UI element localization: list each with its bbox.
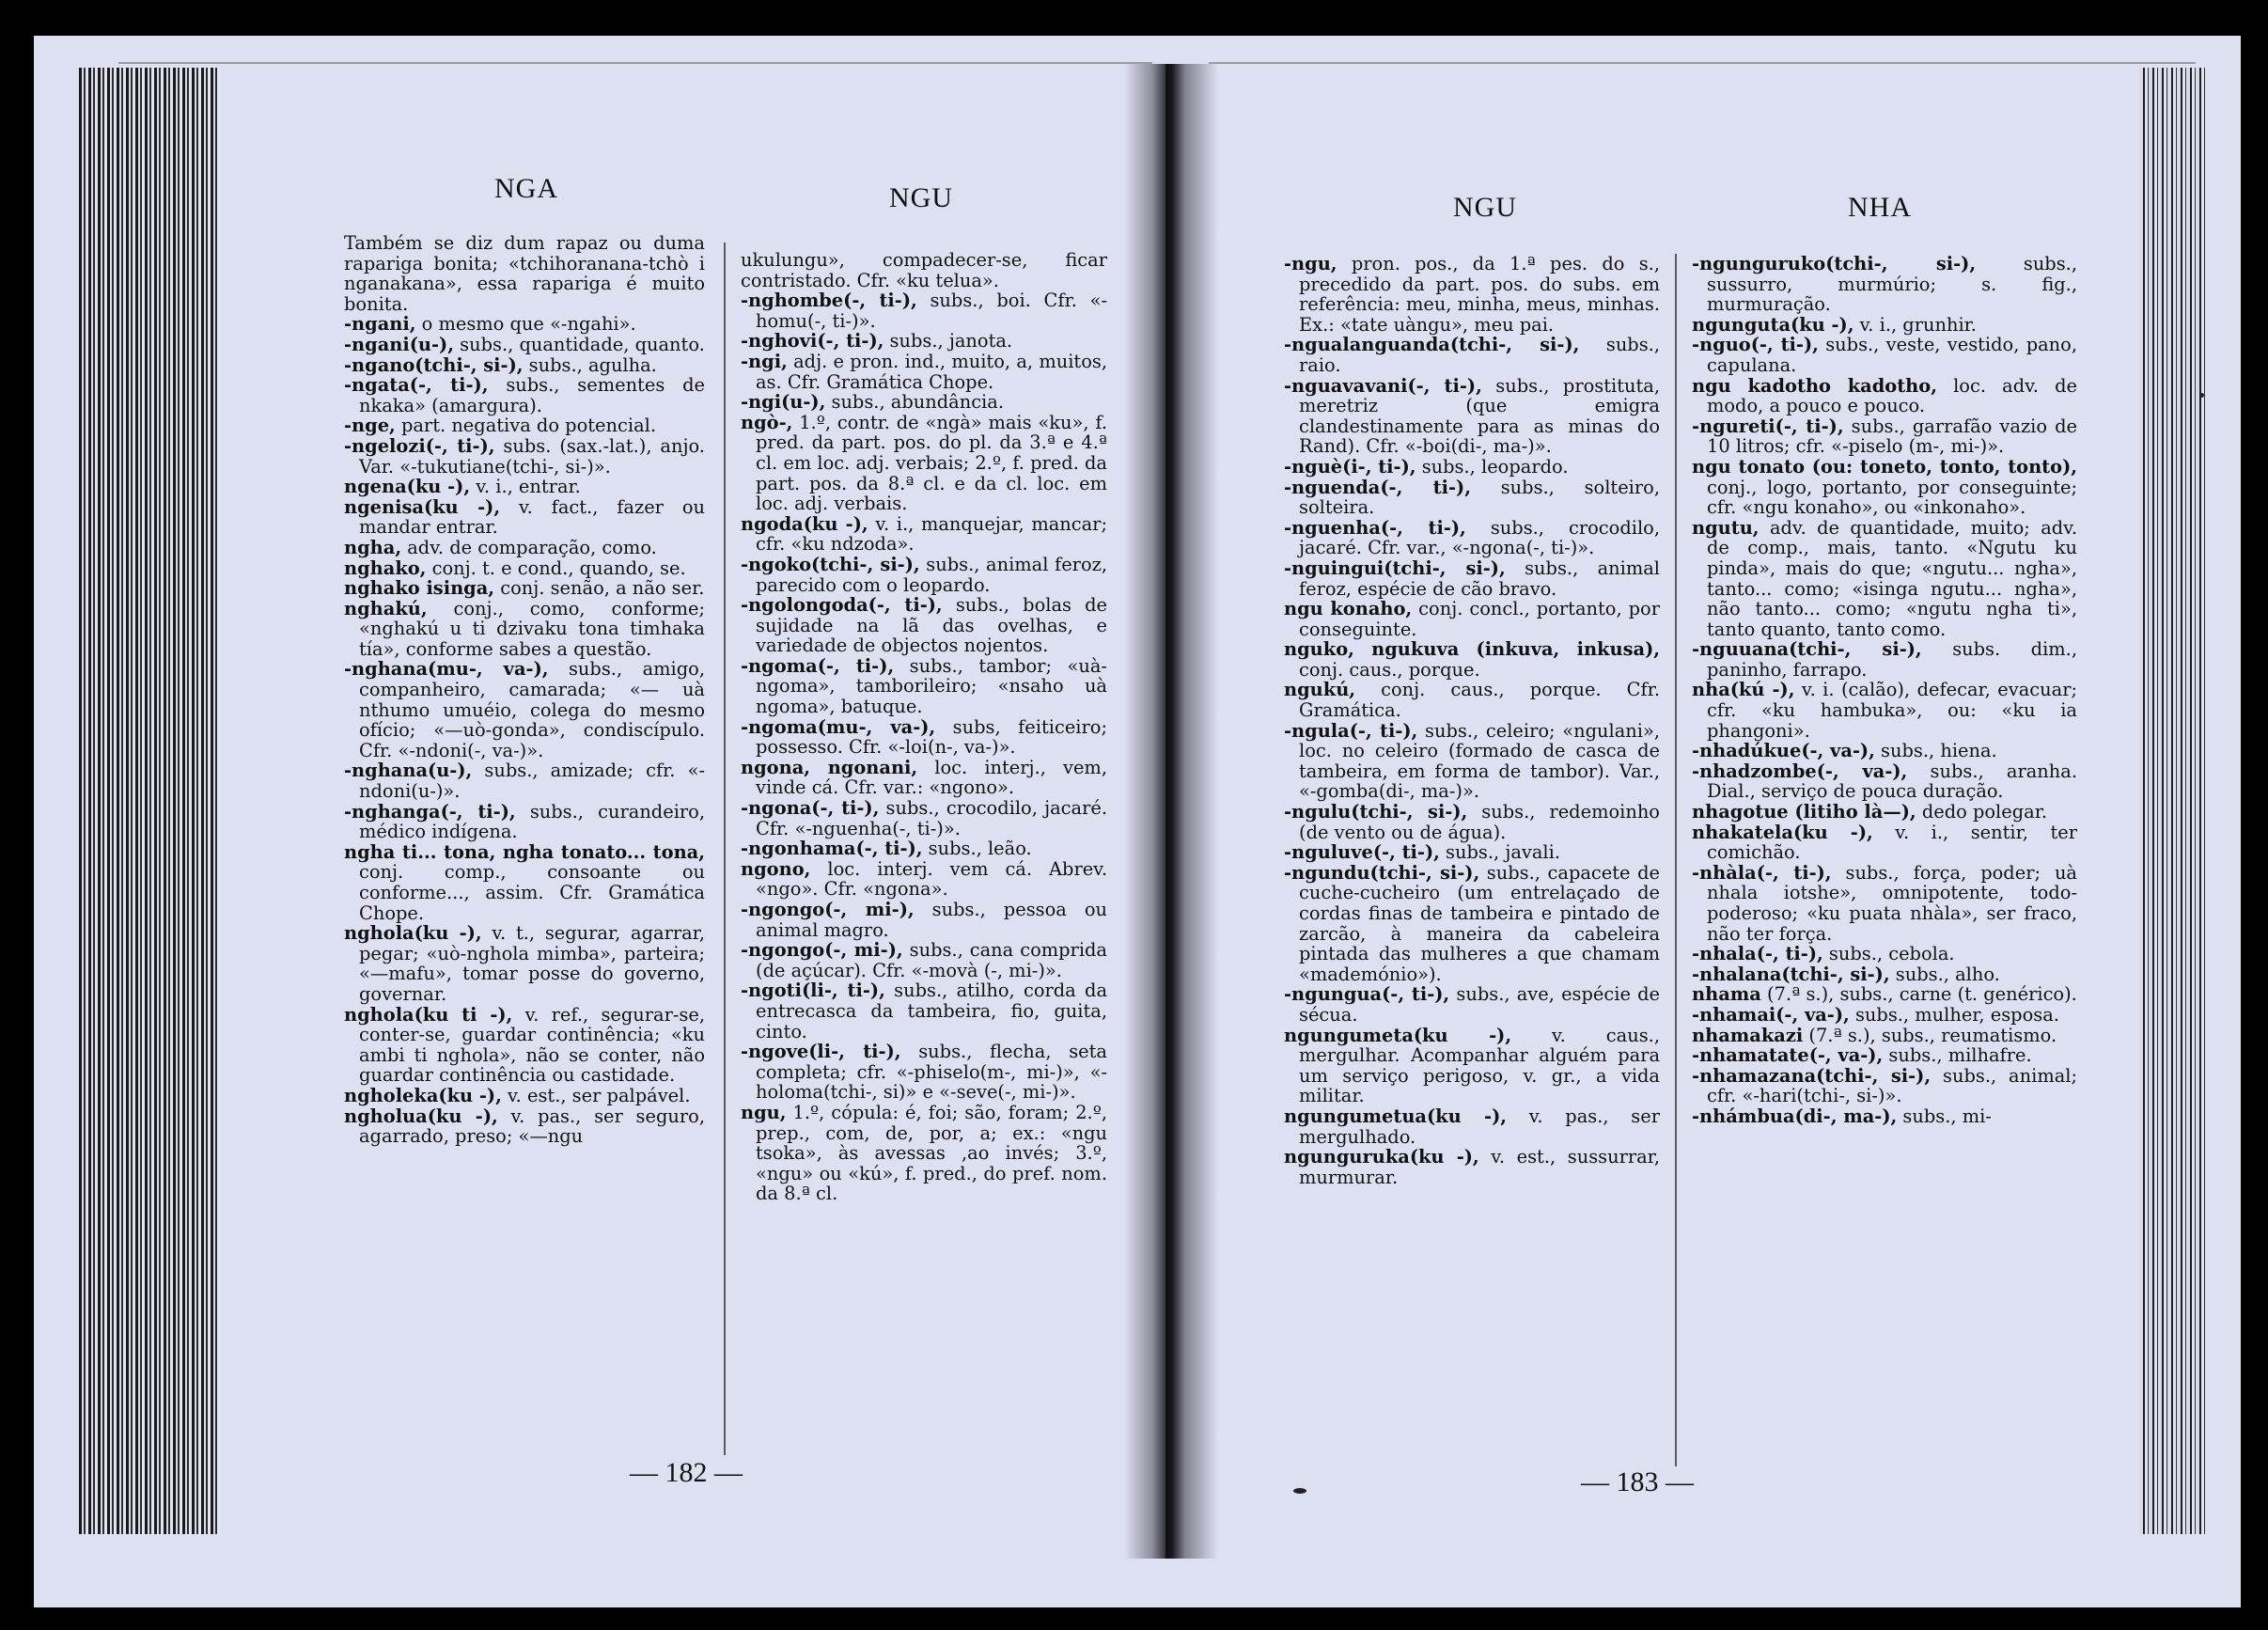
entry-headword: -nguuana(tchi-, si-), bbox=[1692, 638, 1922, 661]
dictionary-entry bbox=[1692, 1005, 2077, 1026]
entry-definition: conj. caus., porque. Cfr. Gramática. bbox=[1299, 679, 1660, 722]
dictionary-entry bbox=[1692, 416, 2077, 457]
entry-definition: subs., cana comprida (de açúcar). Cfr. «-movà (-, mi-)». bbox=[756, 939, 1107, 981]
entry-definition: loc. interj. vem cá. Abrev. «ngo». Cfr. «ngona». bbox=[756, 857, 1107, 901]
entry-definition: subs., alho. bbox=[1889, 963, 2000, 985]
entry-headword: ngholua(ku -), bbox=[344, 1105, 498, 1127]
dictionary-entry bbox=[1692, 680, 2077, 741]
entry-definition: conj. comp., consoante ou conforme..., assim. Cfr. Gramática Chope. bbox=[359, 861, 705, 924]
entry-headword: nghola(ku ti -), bbox=[344, 1003, 513, 1026]
dictionary-entry bbox=[344, 497, 705, 538]
entry-definition: v. est., sussurrar, murmurar. bbox=[1299, 1146, 1660, 1188]
entry-definition: loc. adv. de modo, a pouco e pouco. bbox=[1707, 374, 2077, 417]
entry-headword: ngha ti... tona, ngha tonato... tona, bbox=[344, 840, 705, 863]
entry-headword: -ngongo(-, mi-), bbox=[741, 939, 903, 962]
dictionary-entry bbox=[1692, 964, 2077, 985]
dictionary-entry bbox=[1284, 335, 1660, 375]
dictionary-entry bbox=[1692, 1066, 2077, 1106]
dictionary-entry bbox=[1284, 518, 1660, 558]
dictionary-entry bbox=[344, 314, 705, 335]
entry-headword: -ngolongoda(-, ti-), bbox=[741, 594, 943, 617]
entry-definition: v. i., grunhir. bbox=[1854, 313, 1977, 336]
entry-definition: adj. e pron. ind., muito, a, muitos, as. Cfr. Gramática Chope. bbox=[756, 350, 1107, 393]
entry-headword: ngukú, bbox=[1284, 679, 1356, 701]
entry-headword: ngu kadotho kadotho, bbox=[1692, 374, 1937, 397]
entry-definition: subs., abundância. bbox=[825, 391, 1004, 414]
gutter-line bbox=[1165, 64, 1169, 1559]
entry-definition: subs., raio. bbox=[1299, 334, 1660, 376]
entry-definition: conj. t. e cond., quando, se. bbox=[426, 556, 686, 579]
entry-headword: -ngoma(mu-, va-), bbox=[741, 715, 936, 738]
dictionary-entry bbox=[1692, 802, 2077, 823]
dictionary-entry bbox=[344, 842, 705, 923]
entry-headword: ngò-, bbox=[741, 411, 793, 433]
entry-headword: ngungumetua(ku -), bbox=[1284, 1105, 1507, 1127]
entry-headword: -ngani(u-), bbox=[344, 333, 454, 355]
dictionary-entry bbox=[1692, 984, 2077, 1005]
dictionary-entry bbox=[1692, 863, 2077, 944]
entry-headword: -nghovi(-, ti-), bbox=[741, 330, 884, 353]
entry-headword: ngu konaho, bbox=[1284, 598, 1413, 620]
entry-definition: subs., garrafão vazio de 10 litros; cfr. «-piselo (m-, mi-)». bbox=[1707, 415, 2077, 458]
dictionary-entry bbox=[741, 250, 1107, 290]
entry-headword: nghako isinga, bbox=[344, 577, 495, 600]
dictionary-entry bbox=[741, 758, 1107, 798]
dictionary-entry bbox=[1284, 478, 1660, 518]
entry-headword: -nhámbua(di-, ma-), bbox=[1692, 1105, 1898, 1127]
entry-definition: subs., veste, vestido, pano, capulana. bbox=[1707, 334, 2077, 376]
entry-headword: -nhala(-, ti-), bbox=[1692, 943, 1823, 965]
entry-definition: v. est., ser palpável. bbox=[501, 1084, 691, 1106]
dictionary-entry bbox=[1284, 639, 1660, 680]
dictionary-entry bbox=[1692, 1045, 2077, 1066]
dictionary-entry bbox=[741, 352, 1107, 392]
entry-definition: subs., boi. Cfr. «-homu(-, ti-)». bbox=[756, 290, 1108, 332]
dictionary-entry bbox=[1284, 863, 1660, 985]
running-head-right-1: NGU bbox=[1453, 192, 1517, 223]
dictionary-entry bbox=[1284, 984, 1660, 1025]
entry-definition: loc. interj., vem, vinde cá. Cfr. var.: «ngono». bbox=[756, 756, 1107, 799]
entry-headword: -nghana(u-), bbox=[344, 760, 473, 782]
entry-definition: subs., crocodilo, jacaré. Cfr. «-nguenha(-, ti-)». bbox=[756, 797, 1107, 839]
column-divider bbox=[724, 243, 726, 1455]
entry-definition: v. fact., fazer ou mandar entrar. bbox=[359, 495, 705, 539]
entry-headword: -nguenha(-, ti-), bbox=[1284, 516, 1466, 539]
entry-definition: subs., força, poder; uà nhala iotshe», omnipotente, todo-poderoso; «ku puata nhàla», ser fraco, não ter força. bbox=[1707, 861, 2077, 945]
left-page-column-2 bbox=[741, 250, 1107, 1204]
top-shadow-left bbox=[118, 62, 1152, 64]
entry-definition: subs., leão. bbox=[922, 838, 1032, 860]
entry-headword: ngona, ngonani, bbox=[741, 756, 918, 778]
entry-headword: ngu, bbox=[741, 1101, 787, 1123]
dictionary-entry bbox=[1692, 944, 2077, 964]
entry-definition: subs, feiticeiro; possesso. Cfr. «-loi(n-, va-)». bbox=[756, 715, 1107, 759]
dictionary-entry bbox=[741, 331, 1107, 352]
entry-headword: -nhalana(tchi-, si-), bbox=[1692, 963, 1890, 985]
dictionary-entry bbox=[1692, 1106, 2077, 1127]
dictionary-entry bbox=[344, 558, 705, 579]
entry-headword: nhagotue (litiho là—), bbox=[1692, 801, 1916, 823]
dictionary-entry bbox=[344, 375, 705, 415]
dictionary-entry bbox=[1284, 842, 1660, 863]
entry-definition: subs., animal feroz, parecido com o leopardo. bbox=[756, 553, 1108, 596]
entry-headword: ngutu, bbox=[1692, 516, 1760, 539]
entry-definition: conj., logo, portanto, por conseguinte; cfr. «ngu konaho», ou «inkonaho». bbox=[1707, 476, 2077, 519]
entry-headword: -ngula(-, ti-), bbox=[1284, 719, 1418, 742]
left-page-edge bbox=[79, 68, 220, 1534]
entry-definition: subs., bolas de sujidade na lã das ovelhas, e variedade de objectos nojentos. bbox=[756, 594, 1108, 657]
dictionary-entry bbox=[741, 413, 1107, 514]
entry-headword: ngu tonato (ou: toneto, tonto, tonto), bbox=[1692, 455, 2077, 478]
dictionary-entry bbox=[344, 477, 705, 497]
dictionary-entry bbox=[1284, 1026, 1660, 1106]
entry-headword: -ngonhama(-, ti-), bbox=[741, 838, 923, 860]
entry-headword: -nguè(i-, ti-), bbox=[1284, 455, 1416, 478]
dictionary-entry bbox=[741, 514, 1107, 555]
dictionary-entry bbox=[344, 1086, 705, 1106]
dictionary-entry bbox=[1284, 680, 1660, 720]
entry-definition: pron. pos., da 1.ª pes. do s., precedido da part. pos. do subs. em referência: meu, minha, meus, minhas. Ex.: «tate uàngu», meu pai. bbox=[1299, 253, 1660, 336]
entry-headword: -ngelozi(-, ti-), bbox=[344, 434, 495, 457]
entry-definition: subs., amigo, companheiro, camarada; «— uà nthumo umuéio, colega do mesmo ofício; «—uò-gonda», condiscípulo. Cfr. «-ndoni(-, va-)». bbox=[359, 658, 705, 761]
dictionary-entry bbox=[1284, 376, 1660, 457]
entry-headword: -ngani, bbox=[344, 313, 416, 336]
entry-definition: 1.º, cópula: é, foi; são, foram; 2.º, prep., com, de, por, a; ex.: «ngu tsoka», às avessas ,ao invés; 3.º, «ngu» ou «kú», f. pred., do pref. nom. da 8.ª cl. bbox=[756, 1101, 1107, 1205]
dictionary-entry bbox=[344, 599, 705, 660]
dictionary-entry bbox=[1692, 518, 2077, 640]
entry-headword: -ngove(li-, ti-), bbox=[741, 1041, 901, 1063]
dictionary-entry bbox=[344, 233, 705, 314]
entry-headword: -ngata(-, ti-), bbox=[344, 374, 489, 397]
dictionary-entry bbox=[1692, 1026, 2077, 1046]
dictionary-entry bbox=[741, 980, 1107, 1042]
column-divider bbox=[1675, 254, 1677, 1466]
entry-headword: -ngundu(tchi-, si-), bbox=[1284, 861, 1480, 884]
entry-definition: subs., sussurro, murmúrio; s. fig., murmuração. bbox=[1707, 253, 2077, 316]
dictionary-entry bbox=[741, 1103, 1107, 1204]
entry-definition: v. i., manquejar, mancar; cfr. «ku ndzoda». bbox=[756, 512, 1107, 556]
entry-definition: subs., mulher, esposa. bbox=[1849, 1003, 2059, 1026]
entry-definition: subs., redemoinho (de vento ou de água). bbox=[1299, 801, 1660, 843]
right-page-column-1 bbox=[1284, 254, 1660, 1187]
dictionary-entry bbox=[344, 802, 705, 842]
dictionary-entry bbox=[741, 656, 1107, 717]
dictionary-entry bbox=[741, 900, 1107, 940]
dictionary-entry bbox=[344, 538, 705, 558]
entry-definition: subs., leopardo. bbox=[1416, 455, 1569, 478]
dictionary-entry bbox=[1692, 741, 2077, 761]
entry-definition: Também se diz dum rapaz ou duma rapariga bonita; «tchihoranana-tchò i nganakana», essa rapariga é muito bonita. bbox=[344, 232, 705, 315]
entry-headword: nhamakazi bbox=[1692, 1024, 1804, 1046]
entry-definition: v. caus., mergulhar. Acompanhar alguém para um serviço perigoso, v. gr., a vida militar. bbox=[1299, 1024, 1660, 1107]
entry-headword: -ngunguruko(tchi-, si-), bbox=[1692, 253, 1977, 274]
entry-definition: conj. concl., portanto, por conseguinte. bbox=[1299, 598, 1660, 640]
scanned-spread bbox=[34, 36, 2241, 1607]
entry-headword: -ngongo(-, mi-), bbox=[741, 899, 915, 920]
dictionary-entry bbox=[1692, 376, 2077, 416]
entry-definition: (7.ª s.), subs., carne (t. genérico). bbox=[1760, 983, 2077, 1006]
entry-definition: v. pas., ser mergulhado. bbox=[1299, 1105, 1660, 1148]
dictionary-entry bbox=[344, 415, 705, 436]
entry-definition: subs., hiena. bbox=[1874, 740, 1997, 762]
dictionary-entry bbox=[741, 555, 1107, 595]
entry-definition: adv. de comparação, como. bbox=[401, 536, 657, 558]
entry-headword: -ngureti(-, ti-), bbox=[1692, 415, 1844, 437]
dictionary-entry bbox=[741, 839, 1107, 859]
dictionary-entry bbox=[1284, 1147, 1660, 1187]
entry-headword: -nhadzombe(-, va-), bbox=[1692, 760, 1908, 782]
right-page-edge bbox=[2139, 68, 2205, 1534]
entry-definition: subs. (sax.-lat.), anjo. Var. «-tukutiane(tchi-, si-)». bbox=[359, 434, 705, 478]
entry-definition: v. t., segurar, agarrar, pegar; «uò-nghola mimba», parteira; «—mafu», tomar posse do governo, governar. bbox=[359, 922, 705, 1005]
entry-definition: v. i., sentir, ter comichão. bbox=[1707, 821, 2077, 864]
scan-speck bbox=[2199, 393, 2204, 398]
entry-headword: ngholeka(ku -), bbox=[344, 1084, 502, 1106]
entry-definition: subs., crocodilo, jacaré. Cfr. var., «-ngona(-, ti-)». bbox=[1299, 516, 1660, 559]
entry-headword: -nghanga(-, ti-), bbox=[344, 800, 516, 823]
dictionary-entry bbox=[1284, 1106, 1660, 1147]
entry-headword: -ngano(tchi-, si-), bbox=[344, 353, 524, 376]
dictionary-entry bbox=[741, 290, 1107, 331]
dictionary-entry bbox=[741, 717, 1107, 758]
entry-definition: subs., agulha. bbox=[523, 353, 657, 376]
entry-headword: -ngoti(li-, ti-), bbox=[741, 980, 885, 1002]
dictionary-entry bbox=[344, 1005, 705, 1086]
running-head-right-2: NHA bbox=[1848, 192, 1912, 223]
entry-headword: -nhamatate(-, va-), bbox=[1692, 1044, 1884, 1067]
running-head-left-2: NGU bbox=[889, 182, 953, 213]
entry-definition: adv. de quantidade, muito; adv. de comp., mais, tanto. «Ngutu ku pinda», mais do que; «ngutu... ngha», tanto... como; «isinga ngutu... ngha», não tanto... como; «ngutu ngha ti», tanto quanto, tanto como. bbox=[1707, 516, 2077, 640]
dictionary-entry bbox=[1284, 558, 1660, 599]
dictionary-entry bbox=[344, 760, 705, 801]
entry-definition: 1.º, contr. de «ngà» mais «ku», f. pred. da part. pos. do pl. da 3.ª e 4.ª cl. em loc. adj. verbais; 2.º, f. pred. da part. pos. da 8.ª cl. e da cl. loc. em loc. adj. verbais. bbox=[756, 411, 1107, 515]
entry-definition: subs. dim., paninho, farrapo. bbox=[1707, 638, 2077, 681]
dictionary-entry bbox=[1284, 457, 1660, 478]
entry-headword: nha(kú -), bbox=[1692, 679, 1795, 701]
entry-headword: nhama bbox=[1692, 983, 1761, 1006]
dictionary-entry bbox=[1284, 721, 1660, 802]
entry-definition: subs., celeiro; «ngulani», loc. no celeiro (formado de casca de tambeira, em forma de tambor). Var., «-gomba(di-, ma-)». bbox=[1299, 719, 1660, 803]
entry-definition: part. negativa do potencial. bbox=[395, 415, 657, 437]
entry-headword: -ngona(-, ti-), bbox=[741, 797, 880, 820]
entry-headword: nguko, ngukuva (inkuva, inkusa), bbox=[1284, 638, 1660, 661]
dictionary-entry bbox=[1692, 315, 2077, 336]
entry-definition: conj. caus., porque. bbox=[1299, 658, 1480, 681]
entry-definition: subs., flecha, seta completa; cfr. «-phiselo(m-, mi-)», «-holoma(tchi-, si)» e «-seve(-, mi-)». bbox=[756, 1041, 1107, 1104]
entry-headword: nghako, bbox=[344, 556, 427, 579]
entry-definition: subs., prostituta, meretriz (que emigra clandestinamente para as minas do Rand). Cfr. «-boi(di-, ma-)». bbox=[1299, 374, 1660, 458]
dictionary-entry bbox=[1284, 802, 1660, 842]
dictionary-entry bbox=[1284, 599, 1660, 639]
entry-headword: -ngoma(-, ti-), bbox=[741, 654, 895, 677]
dictionary-entry bbox=[1692, 761, 2077, 802]
dictionary-entry bbox=[344, 659, 705, 760]
entry-definition: subs., ave, espécie de sécua. bbox=[1299, 983, 1661, 1026]
dictionary-entry bbox=[344, 436, 705, 477]
top-shadow-right bbox=[1209, 62, 2196, 64]
dictionary-entry bbox=[344, 1106, 705, 1147]
dictionary-entry bbox=[1692, 639, 2077, 680]
entry-definition: o mesmo que «-ngahi». bbox=[415, 313, 636, 336]
entry-headword: -ngualanguanda(tchi-, si-), bbox=[1284, 334, 1580, 356]
entry-definition: subs., javali. bbox=[1439, 841, 1561, 864]
entry-headword: -nhadúkue(-, va-), bbox=[1692, 740, 1875, 762]
entry-headword: -nhàla(-, ti-), bbox=[1692, 861, 1832, 884]
entry-definition: subs., pessoa ou animal magro. bbox=[756, 899, 1107, 941]
dictionary-entry bbox=[1284, 254, 1660, 335]
entry-definition: ukulungu», compadecer-se, ficar contristado. Cfr. «ku telua». bbox=[741, 249, 1107, 291]
entry-definition: subs., sementes de nkaka» (amargura). bbox=[359, 374, 705, 416]
entry-definition: conj. senão, a não ser. bbox=[494, 577, 705, 600]
entry-definition: subs., milhafre. bbox=[1883, 1044, 2032, 1067]
entry-definition: subs., curandeiro, médico indígena. bbox=[359, 800, 706, 843]
right-page-column-2 bbox=[1692, 254, 2077, 1127]
dictionary-entry bbox=[741, 595, 1107, 656]
book-gutter bbox=[1124, 64, 1218, 1559]
dictionary-entry bbox=[741, 392, 1107, 413]
entry-definition: subs., tambor; «uà-ngoma», tamborileiro; «nsaho uà ngoma», batuque. bbox=[756, 654, 1107, 718]
entry-headword: -nhamai(-, va-), bbox=[1692, 1003, 1850, 1026]
dictionary-entry bbox=[344, 578, 705, 599]
entry-definition: subs., animal; cfr. «-hari(tchi-, si-)». bbox=[1707, 1064, 2077, 1107]
entry-headword: -ngulu(tchi-, si-), bbox=[1284, 801, 1468, 823]
entry-headword: ngunguruka(ku -), bbox=[1284, 1146, 1479, 1168]
entry-definition: v. i. (calão), defecar, evacuar; cfr. «ku hambuka», ou: «ku ia phangoni». bbox=[1707, 679, 2077, 742]
dictionary-entry bbox=[1692, 335, 2077, 375]
entry-headword: -ngungua(-, ti-), bbox=[1284, 983, 1450, 1006]
entry-definition: subs., janota. bbox=[884, 330, 1013, 353]
running-head-left-1: NGA bbox=[494, 173, 558, 204]
entry-headword: -nguavavani(-, ti-), bbox=[1284, 374, 1482, 397]
entry-headword: -nguingui(tchi-, si-), bbox=[1284, 556, 1506, 579]
entry-headword: -ngoko(tchi-, si-), bbox=[741, 553, 920, 575]
entry-headword: ngungumeta(ku -), bbox=[1284, 1024, 1512, 1046]
entry-headword: ngunguta(ku -), bbox=[1692, 313, 1854, 336]
entry-definition: subs., capacete de cuche-cucheiro (um entrelaçado de cordas finas de tambeira e pintado de zarcão, à maneira da cabeleira pintada das mulheres a que chamam «mademónio»). bbox=[1299, 861, 1660, 985]
dictionary-entry bbox=[741, 859, 1107, 900]
entry-definition: dedo polegar. bbox=[1916, 801, 2047, 823]
entry-definition: v. pas., ser seguro, agarrado, preso; «—ngu bbox=[359, 1105, 705, 1148]
entry-headword: -nguenda(-, ti-), bbox=[1284, 476, 1471, 498]
entry-definition: conj., como, conforme; «nghakú u ti dzivaku tona timhaka tía», conforme sabes a questão. bbox=[359, 597, 705, 660]
entry-definition: v. ref., segurar-se, conter-se, guardar continência; «ku ambi ti nghola», não se conter, não guardar continência ou castidade. bbox=[359, 1003, 706, 1087]
dictionary-entry bbox=[344, 335, 705, 355]
entry-headword: ngena(ku -), bbox=[344, 476, 471, 498]
entry-headword: ngono, bbox=[741, 857, 811, 880]
dictionary-entry bbox=[344, 923, 705, 1004]
entry-headword: -nhamazana(tchi-, si-), bbox=[1692, 1064, 1932, 1087]
entry-headword: -nghombe(-, ti-), bbox=[741, 290, 917, 312]
entry-definition: subs., quantidade, quanto. bbox=[453, 333, 705, 355]
entry-definition: subs., animal feroz, espécie de cão bravo. bbox=[1299, 556, 1661, 600]
page-number-left: — 182 — bbox=[630, 1457, 743, 1488]
entry-headword: -nge, bbox=[344, 415, 396, 437]
dictionary-entry bbox=[344, 355, 705, 376]
scan-speck bbox=[1293, 1488, 1306, 1494]
entry-headword: ngha, bbox=[344, 536, 402, 558]
dictionary-entry bbox=[1692, 457, 2077, 518]
entry-definition: subs., mi- bbox=[1897, 1105, 1992, 1127]
entry-definition: subs., aranha. Dial., serviço de pouca duração. bbox=[1707, 760, 2077, 803]
dictionary-entry bbox=[1692, 823, 2077, 863]
entry-definition: subs., solteiro, solteira. bbox=[1299, 476, 1660, 519]
dictionary-entry bbox=[741, 940, 1107, 980]
entry-headword: ngenisa(ku -), bbox=[344, 495, 501, 518]
entry-headword: -ngu, bbox=[1284, 253, 1337, 274]
entry-headword: -nguo(-, ti-), bbox=[1692, 334, 1819, 356]
entry-headword: nghakú, bbox=[344, 597, 428, 619]
entry-headword: nhakatela(ku -), bbox=[1692, 821, 1873, 843]
page-number-right: — 183 — bbox=[1581, 1466, 1694, 1497]
entry-definition: subs., atilho, corda da entrecasca da tambeira, fio, guita, cinto. bbox=[756, 980, 1108, 1042]
entry-headword: nghola(ku -), bbox=[344, 922, 482, 945]
left-page-column-1 bbox=[344, 233, 705, 1147]
entry-headword: -ngi, bbox=[741, 350, 788, 372]
entry-headword: -nguluve(-, ti-), bbox=[1284, 841, 1440, 864]
dictionary-entry bbox=[741, 798, 1107, 839]
entry-headword: ngoda(ku -), bbox=[741, 512, 868, 535]
dictionary-entry bbox=[741, 1042, 1107, 1103]
entry-definition: (7.ª s.), subs., reumatismo. bbox=[1803, 1024, 2057, 1046]
entry-definition: subs., amizade; cfr. «-ndoni(u-)». bbox=[359, 760, 705, 803]
entry-definition: v. i., entrar. bbox=[470, 476, 581, 498]
entry-headword: -ngi(u-), bbox=[741, 391, 826, 414]
entry-headword: -nghana(mu-, va-), bbox=[344, 658, 549, 681]
entry-definition: subs., cebola. bbox=[1822, 943, 1955, 965]
dictionary-entry bbox=[1692, 254, 2077, 315]
